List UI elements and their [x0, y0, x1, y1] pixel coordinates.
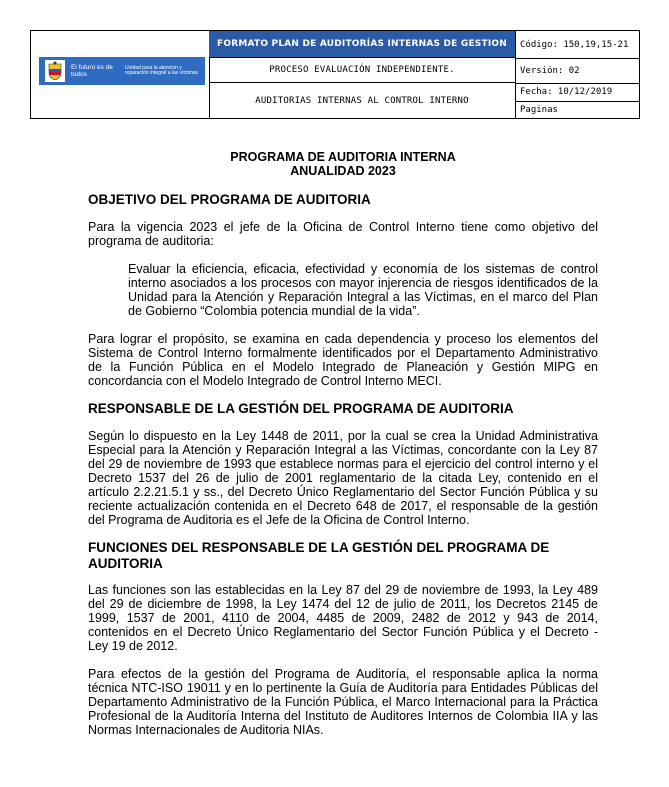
document-title — [88, 150, 598, 178]
version-cell — [516, 58, 639, 84]
date-cell — [516, 83, 639, 102]
subject-cell — [209, 83, 516, 118]
paragraph: Las funciones son las establecidas en la Ley 87 del 29 de noviembre de 1993, la Ley 489 del 29 de diciembre de 1998, la Ley 1474 del 12 de julio de 2011, los Decretos 2145 de 1999, 1537 de 2001, 4110 de 2004, 4485 de 2009, 2482 de 2012 y 943 de 2014, contenidos en el Decreto Único Reglamentario del Sector Función Pública y el Decreto - Ley 19 de 2012. — [88, 583, 598, 653]
section-heading-funciones: FUNCIONES DEL RESPONSABLE DE LA GESTIÓN DEL PROGRAMA DE AUDITORIA — [88, 540, 550, 571]
process-name: PROCESO EVALUACIÓN INDEPENDIENTE. — [269, 65, 455, 75]
coat-of-arms-icon — [45, 60, 65, 82]
paragraph: Para la vigencia 2023 el jefe de la Oficina de Control Interno tiene como objetivo del programa de auditoria: — [88, 220, 598, 248]
title-line-2: ANUALIDAD 2023 — [290, 164, 396, 178]
logo-cell — [31, 31, 210, 118]
section-heading-objetivo: OBJETIVO DEL PROGRAMA DE AUDITORIA — [88, 192, 371, 207]
document-header-table — [30, 30, 640, 119]
section-heading-responsable: RESPONSABLE DE LA GESTIÓN DEL PROGRAMA DE AUDITORIA — [88, 401, 514, 416]
government-logo — [39, 57, 205, 85]
document-version: Versión: 02 — [520, 65, 580, 76]
format-title-cell — [209, 31, 516, 58]
document-pages: Paginas — [520, 104, 558, 115]
objective-quote: Evaluar la eficiencia, eficacia, efectividad y economía de los sistemas de control interno asociados a los procesos con mayor injerencia de riesgos identificados de la Unidad para la Atención y Reparación Integral a las Víctimas, en el marco del Plan de Gobierno “Colombia potencia mundial de la vida”. — [128, 262, 598, 318]
format-title: FORMATO PLAN DE AUDITORÍAS INTERNAS DE GESTION — [217, 39, 507, 49]
paragraph: Para efectos de la gestión del Programa de Auditoría, el responsable aplica la norma técnica NTC-ISO 19011 y en lo pertinente la Guía de Auditoría para Entidades Públicas del Departamento Administrativo de la Función Pública, el Marco Internacional para la Práctica Profesional de la Auditoría Interna del Instituto de Auditores Internos de Colombia IIA y las Normas Internacionales de Auditoria NIAs. — [88, 667, 598, 737]
paragraph: Según lo dispuesto en la Ley 1448 de 2011, por la cual se crea la Unidad Administrativa Especial para la Atención y Reparación Integral a las Víctimas, concordante con la Ley 87 del 29 de noviembre de 1993 que establece normas para el ejercicio del control interno y el Decreto 1537 del 26 de julio de 2001 reglamentario de la citada Ley, contenido en el artículo 2.2.21.5.1 y ss., del Decreto Único Reglamentario del Sector Función Pública y su reciente actualización contenida en el Decreto 648 de 2017, el responsable de la gestión del Programa de Auditoria es el Jefe de la Oficina de Control Interno. — [88, 429, 598, 527]
title-line-1: PROGRAMA DE AUDITORIA INTERNA — [230, 150, 456, 164]
process-cell — [209, 58, 516, 83]
logo-brand-line: El futuro es de todos — [71, 63, 113, 78]
document-body — [88, 150, 598, 737]
code-cell — [516, 31, 639, 59]
logo-sub-line: Unidad para la atención y reparación integral a las víctimas — [125, 64, 199, 76]
paragraph: Para lograr el propósito, se examina en cada dependencia y proceso los elementos del Sistema de Control Interno formalmente identificados por el Departamento Administrativo de la Función Pública en el Modelo Integrado de Planeación y Gestión MIPG en concordancia con el Modelo Integrado de Control Interno MECI. — [88, 332, 598, 388]
document-date: Fecha: 10/12/2019 — [520, 87, 613, 97]
subject-name: AUDITORIAS INTERNAS AL CONTROL INTERNO — [255, 95, 469, 106]
pages-cell — [516, 101, 639, 118]
document-code: Código: 150,19,15-21 — [520, 39, 629, 50]
